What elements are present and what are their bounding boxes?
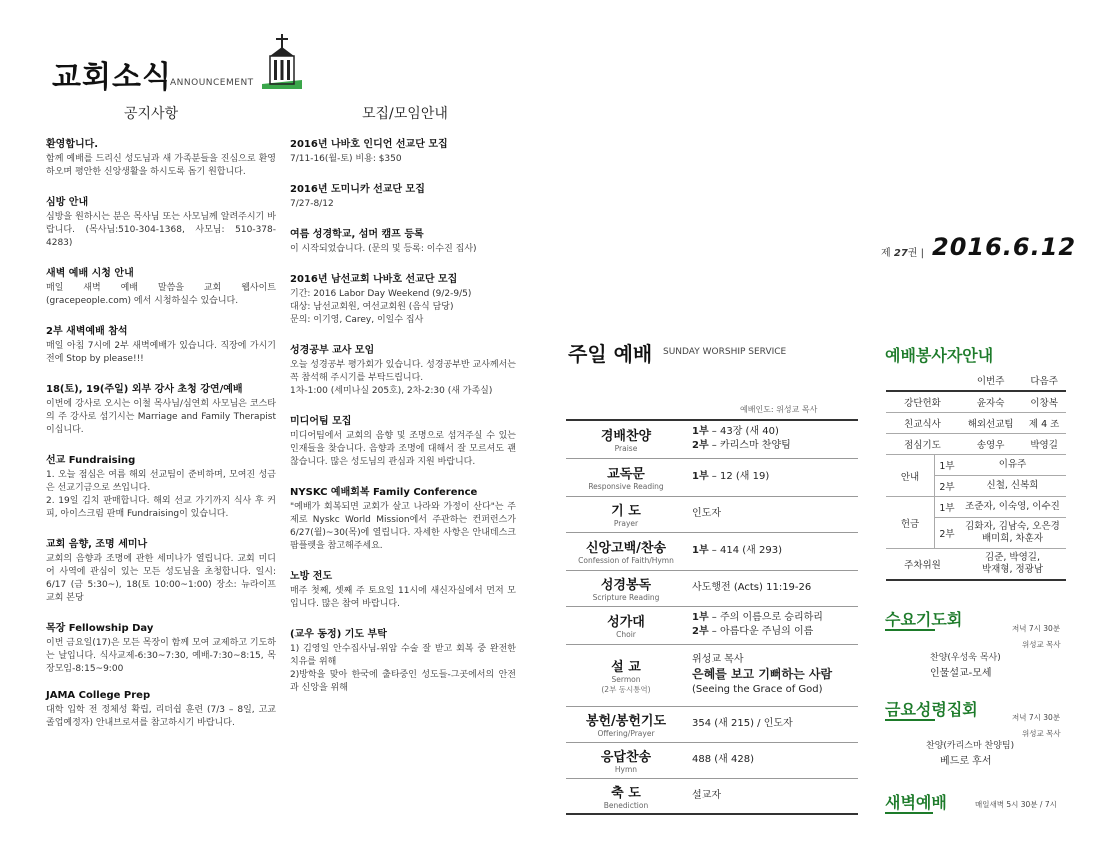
notices-column <box>46 135 276 744</box>
worship-row <box>566 778 858 814</box>
worship-value-line <box>692 470 858 484</box>
servants-title: 예배봉사자안내 <box>885 346 994 365</box>
worship-item-label <box>566 606 686 644</box>
servants-names: 신철, 신복희 <box>959 476 1066 497</box>
friday-title: 금요성령집회 <box>885 700 978 719</box>
servants-subpart: 2부 <box>935 518 960 549</box>
servants-names: 이유주 <box>959 455 1066 476</box>
recruit-column <box>290 135 516 709</box>
issue-suffix: 권 | <box>907 248 924 259</box>
servants-row <box>886 413 1066 434</box>
notices-heading: 공지사항 <box>124 106 179 122</box>
servants-names: 김준, 박영길, 박재형, 정광남 <box>959 549 1066 581</box>
worship-value-text: 354 (새 215) / 인도자 <box>692 718 793 729</box>
notice-body: 매일 아침 7시에 2부 새벽예배가 있습니다. 직장에 가시기 전에 Stop by please!!! <box>46 341 276 364</box>
worship-value-text: – 주의 이름으로 승리하리 <box>708 612 823 623</box>
servants-category: 친교식사 <box>886 413 959 434</box>
worship-item-en: Benediction <box>603 800 649 810</box>
worship-row <box>566 570 858 606</box>
worship-item-en: Responsive Reading <box>588 482 664 491</box>
worship-value-line <box>692 653 858 667</box>
recruit-item <box>290 225 516 256</box>
recruit-body: 오늘 성경공부 평가회가 있습니다. 성경공부반 교사께서는 꼭 참석해 주시기를 부탁드립니다. 1차-1:00 (세미나실 205호), 2차-2:30 (새 가족실) <box>290 360 516 396</box>
recruit-body: 미디어팀에서 교회의 음향 및 조명으로 섬겨주실 수 있는 인재들을 찾습니다. 음향과 조명에 대해서 잘 모르셔도 괜찮습니다. 많은 성도님의 관심과 지원 바랍니다. <box>290 431 516 467</box>
worship-item-label <box>566 532 686 570</box>
worship-item-value <box>686 458 858 496</box>
wednesday-praise: 찬양(우성욱 목사) <box>930 653 1001 663</box>
servants-names: 조준자, 이숙영, 이수진 <box>959 497 1066 518</box>
worship-item-ko: 설 교 <box>611 659 641 675</box>
recruit-title: 노방 전도 <box>290 571 333 582</box>
friday-leader: 위성교 목사 <box>1022 729 1061 738</box>
worship-item-label <box>566 420 686 458</box>
recruit-item <box>290 567 516 611</box>
worship-value-line <box>692 753 858 767</box>
worship-item-ko: 봉헌/봉헌기도 <box>585 714 667 729</box>
worship-row <box>566 532 858 570</box>
worship-item-label <box>566 496 686 532</box>
church-icon <box>262 34 302 93</box>
servants-category: 점심기도 <box>886 434 959 455</box>
recruit-title: 성경공부 교사 모임 <box>290 345 375 356</box>
worship-value-text: – 아름다운 주님의 이름 <box>708 626 814 637</box>
notice-title: 18(토), 19(주일) 외부 강사 초청 강연/예배 <box>46 384 243 395</box>
worship-value-line <box>692 425 858 439</box>
notice-title: 환영합니다. <box>46 139 99 150</box>
worship-item-en: Sermon <box>611 674 641 684</box>
recruit-title: 미디어팀 모집 <box>290 416 352 427</box>
worship-item-label <box>566 458 686 496</box>
worship-item-ko: 교독문 <box>607 467 645 482</box>
recruit-body: 1) 김영일 안수집사님-위암 수술 잘 받고 회복 중 완전한 치유를 위해 2)방학을 맞아 한국에 출타중인 성도들-그곳에서의 안전과 신앙을 위해 <box>290 644 516 693</box>
worship-value-line <box>692 625 858 639</box>
worship-row <box>566 420 858 458</box>
friday-time: 저녁 7시 30분 <box>1012 713 1061 722</box>
worship-row <box>566 496 858 532</box>
servants-names: 김화자, 김남숙, 오은경 배미희, 차훈자 <box>959 518 1066 549</box>
notice-item <box>46 619 276 676</box>
worship-item-en: Offering/Prayer <box>597 729 655 738</box>
notice-item <box>46 264 276 308</box>
notice-body: 대학 입학 전 정체성 확립, 리더쉽 훈련 (7/3 – 8일, 고교 졸업예정자) 안내브로셔를 참고하시기 바랍니다. <box>46 705 276 728</box>
worship-item-en: Prayer <box>613 519 639 528</box>
worship-value-line <box>692 544 858 558</box>
worship-row <box>566 606 858 644</box>
servants-this-week: 해외선교팀 <box>959 413 1022 434</box>
servants-this-week: 윤자숙 <box>959 391 1022 413</box>
worship-item-value <box>686 606 858 644</box>
worship-value-line <box>692 683 858 697</box>
service-part: 2부 <box>692 626 709 637</box>
recruit-body: 이 시작되었습니다. (문의 및 등록: 이수진 집사) <box>290 244 477 254</box>
recruit-body: 매주 첫째, 셋째 주 토요일 11시에 새신자실에서 먼저 모입니다. 많은 참여 바랍니다. <box>290 586 516 609</box>
service-part: 1부 <box>692 471 709 482</box>
worship-value-text: 사도행전 (Acts) 11:19-26 <box>692 582 812 593</box>
sermon-title: 은혜를 보고 기뻐하는 사람 <box>692 667 833 681</box>
notice-body: 1. 오늘 점심은 여름 해외 선교팀이 준비하며, 모여진 성금은 선교기금으로 쓰입니다. 2. 19일 김치 판매합니다. 해외 선교 가기까지 식사 후 커피, 아이스크림 판매 Fundraising이 있습니다. <box>46 470 276 519</box>
worship-item-en: Scripture Reading <box>592 593 660 602</box>
worship-row <box>566 742 858 778</box>
notice-item <box>46 451 276 521</box>
worship-value-text: 위성교 목사 <box>692 654 744 665</box>
notice-body: 매일 새벽 예배 말씀을 교회 웹사이트 (gracepeople.com) 에서 시청하실수 있습니다. <box>46 283 276 306</box>
page-subtitle: ANNOUNCEMENT <box>170 78 254 88</box>
servants-this-week: 송영우 <box>959 434 1022 455</box>
recruit-item <box>290 135 516 166</box>
worship-item-en: Confession of Faith/Hymn <box>578 556 674 565</box>
recruit-item <box>290 412 516 469</box>
worship-item-ko: 응답찬송 <box>600 750 652 765</box>
wednesday-sermon: 인물설교-모세 <box>930 668 992 679</box>
notice-item <box>46 380 276 437</box>
worship-item-ko: 성가대 <box>607 615 645 630</box>
servants-row <box>886 434 1066 455</box>
worship-item-note: (2부 동시통역) <box>601 684 651 694</box>
worship-item-value <box>686 742 858 778</box>
notice-body: 심방을 원하시는 분은 목사님 또는 사모님께 알려주시기 바랍니다. (목사님:510-304-1368, 사모님: 510-378-4283) <box>46 212 276 248</box>
recruit-item <box>290 341 516 398</box>
notice-title: 목장 Fellowship Day <box>46 623 154 634</box>
worship-value-text: – 카리스마 찬양팀 <box>708 440 791 452</box>
recruit-title: 2016년 남선교회 나바호 선교단 모집 <box>290 274 458 285</box>
worship-item-label <box>566 706 686 742</box>
worship-value-text: – 414 (새 293) <box>708 545 782 556</box>
worship-value-line <box>692 439 858 453</box>
notice-item <box>46 135 276 179</box>
worship-value-line <box>692 581 858 595</box>
dawn-time: 매일새벽 5시 30분 / 7시 <box>975 800 1057 809</box>
recruit-body: 기간: 2016 Labor Day Weekend (9/2-9/5) 대상: 남선교회원, 여선교회원 (음식 담당) 문의: 이기영, Carey, 이일수 집사 <box>290 289 472 325</box>
notice-item <box>46 690 276 730</box>
wednesday-title: 수요기도회 <box>885 610 963 629</box>
notice-title: 2부 새벽예배 참석 <box>46 326 128 337</box>
dawn-title: 새벽예배 <box>885 793 947 812</box>
worship-row <box>566 458 858 496</box>
worship-row <box>566 706 858 742</box>
servants-subpart: 1부 <box>935 497 960 518</box>
worship-value-text: – 12 (새 19) <box>708 471 770 482</box>
wednesday-underline <box>885 629 935 631</box>
servants-table <box>886 370 1066 581</box>
servants-header-blank <box>886 370 959 391</box>
servants-next-week: 이창복 <box>1022 391 1066 413</box>
worship-item-ko: 성경봉독 <box>600 578 652 593</box>
servants-category: 안내 <box>886 455 935 497</box>
notice-title: JAMA College Prep <box>46 690 151 701</box>
issue-date: 2016.6.12 <box>932 233 1077 261</box>
notice-body: 함께 예배를 드리신 성도님과 새 가족분들을 진심으로 환영하오며 평안한 신앙생활을 하시도록 돕기 원합니다. <box>46 154 276 177</box>
issue-volume: 27 <box>893 248 908 259</box>
recruit-title: 여름 성경학교, 섬머 캠프 등록 <box>290 229 424 240</box>
worship-item-ko: 신앙고백/찬송 <box>585 541 667 556</box>
worship-item-en: Praise <box>614 444 638 454</box>
servants-next-week: 박영길 <box>1022 434 1066 455</box>
recruit-item <box>290 180 516 211</box>
worship-item-label <box>566 742 686 778</box>
notice-item <box>46 535 276 605</box>
service-part: 1부 <box>692 612 709 623</box>
worship-value-text: 설교자 <box>692 789 721 801</box>
servants-header-row <box>886 370 1066 391</box>
worship-subtitle: SUNDAY WORSHIP SERVICE <box>663 347 787 357</box>
friday-sermon: 베드로 후서 <box>940 756 992 767</box>
recruit-body: "예배가 회복되면 교회가 살고 나라와 가정이 산다"는 주제로 Nyskc World Mission에서 주관하는 컨퍼런스가 6/27(월)~30(목)에 열립니다. 자세한 사항은 안내데스크 팜플렛을 참고해주세요. <box>290 502 516 551</box>
notice-body: 이번에 강사로 오시는 이철 목사님/심연희 사모님은 코스타의 주 강사로 섬기시는 Marriage and Family Therapist 이십니다. <box>46 399 276 435</box>
dawn-underline <box>885 812 933 814</box>
servants-category: 헌금 <box>886 497 935 549</box>
recruit-title: NYSKC 예배회복 Family Conference <box>290 487 478 498</box>
recruit-heading: 모집/모임안내 <box>362 106 448 122</box>
recruit-item <box>290 483 516 553</box>
notice-title: 새벽 예배 시청 안내 <box>46 268 134 279</box>
servants-row <box>886 549 1066 581</box>
worship-item-value <box>686 532 858 570</box>
worship-value-line <box>692 717 858 731</box>
servants-category: 주차위원 <box>886 549 959 581</box>
worship-item-value <box>686 706 858 742</box>
issue-prefix: 제 <box>881 248 891 259</box>
worship-item-ko: 경배찬양 <box>600 429 652 445</box>
notice-body: 이번 금요일(17)은 모든 목장이 함께 모여 교제하고 기도하는 날입니다. 식사교제-6:30~7:30, 예배-7:30~8:15, 목장모임-8:15~9:00 <box>46 638 276 674</box>
wednesday-time: 저녁 7시 30분 <box>1012 624 1061 633</box>
worship-title: 주일 예배 <box>568 342 653 366</box>
servants-row <box>886 455 1066 476</box>
worship-item-value <box>686 644 858 706</box>
wednesday-leader: 위성교 목사 <box>1022 640 1061 649</box>
notice-title: 심방 안내 <box>46 197 89 208</box>
worship-value-line <box>692 789 858 803</box>
worship-value-text: 인도자 <box>692 508 721 519</box>
recruit-title: 2016년 도미니카 선교단 모집 <box>290 184 425 195</box>
page-title: 교회소식 <box>52 60 172 95</box>
servants-next-week: 제 4 조 <box>1022 413 1066 434</box>
notice-item <box>46 322 276 366</box>
recruit-item <box>290 625 516 695</box>
worship-value-line <box>692 611 858 625</box>
worship-item-ko: 기 도 <box>611 504 641 519</box>
servants-row <box>886 391 1066 413</box>
worship-item-label <box>566 570 686 606</box>
worship-value-text: 488 (새 428) <box>692 754 754 765</box>
worship-item-ko: 축 도 <box>611 785 641 801</box>
servants-header-this-week: 이번주 <box>959 370 1022 391</box>
recruit-body: 7/11-16(월-토) 비용: $350 <box>290 154 402 164</box>
worship-order-table <box>566 419 858 815</box>
service-part: 1부 <box>692 545 709 556</box>
worship-item-value <box>686 496 858 532</box>
servants-category: 강단헌화 <box>886 391 959 413</box>
servants-row <box>886 497 1066 518</box>
servants-subpart: 2부 <box>935 476 960 497</box>
notice-item <box>46 193 276 250</box>
recruit-title: 2016년 나바호 인디언 선교단 모집 <box>290 139 448 150</box>
worship-item-value <box>686 778 858 814</box>
service-part: 2부 <box>692 440 709 452</box>
notice-title: 선교 Fundraising <box>46 455 136 466</box>
worship-item-label <box>566 778 686 814</box>
recruit-body: 7/27-8/12 <box>290 199 334 209</box>
friday-underline <box>885 719 935 721</box>
worship-value-text: (Seeing the Grace of God) <box>692 684 823 695</box>
worship-value-text: – 43장 (새 40) <box>708 426 779 438</box>
worship-value-line <box>692 507 858 521</box>
recruit-title: (교우 동정) 기도 부탁 <box>290 629 387 640</box>
worship-item-en: Choir <box>616 630 636 639</box>
notice-title: 교회 음향, 조명 세미나 <box>46 539 148 550</box>
worship-item-label <box>566 644 686 706</box>
friday-praise: 찬양(카리스마 찬양팀) <box>926 741 1015 751</box>
worship-item-en: Hymn <box>614 765 638 774</box>
notice-body: 교회의 음향과 조명에 관한 세미나가 열립니다. 교회 미디어 사역에 관심이 있는 모든 성도님을 초청합니다. 일시: 6/17 (금 5:30~), 18(토 10:00~1:00) 장소: 뉴라이프 교회 본당 <box>46 554 276 603</box>
worship-row <box>566 644 858 706</box>
servants-subpart: 1부 <box>935 455 960 476</box>
worship-item-value <box>686 570 858 606</box>
worship-value-line <box>692 667 858 683</box>
service-part: 1부 <box>692 426 709 438</box>
recruit-item <box>290 270 516 327</box>
worship-item-value <box>686 420 858 458</box>
issue-number <box>881 244 924 259</box>
servants-header-next-week: 다음주 <box>1022 370 1066 391</box>
worship-leader: 예배인도: 위성교 목사 <box>740 405 818 414</box>
